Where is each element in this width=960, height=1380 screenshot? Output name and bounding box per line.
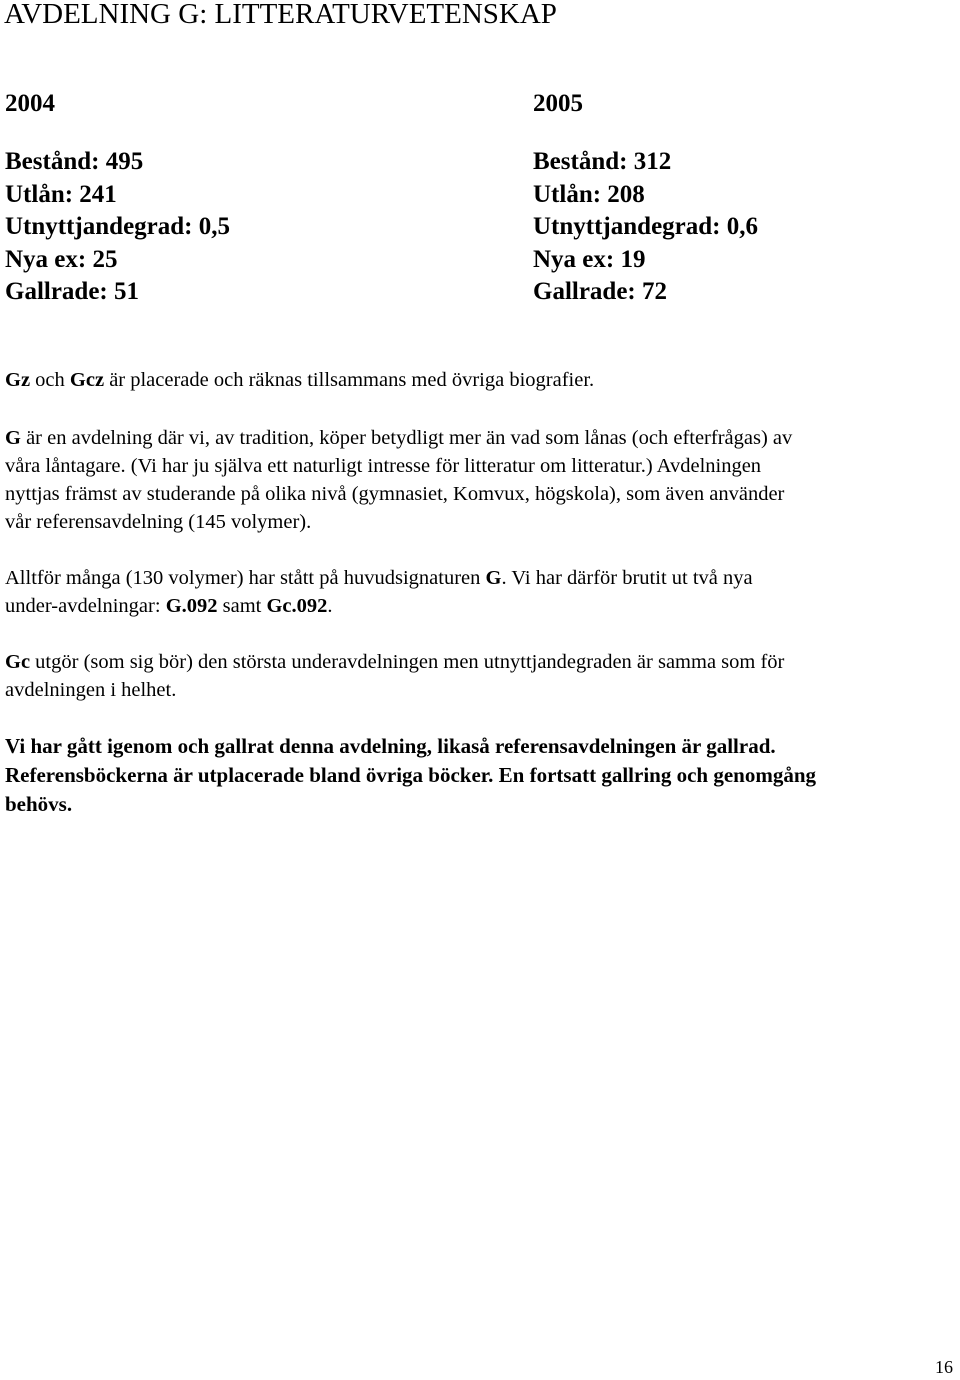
paragraph-gallring: Vi har gått igenom och gallrat denna avdelning, likaså referensavdelningen är gallrad. Referensböckerna är utplacerade bland övriga böcker. En fortsatt gallring och genomgång behövs. (5, 734, 817, 816)
paragraph-gc: Gc utgör (som sig bör) den största underavdelningen men utnyttjandegraden är samma som för avdelningen i helhet. (5, 651, 785, 701)
stat-bestand: Bestånd: 495 (5, 148, 144, 175)
stat-nya-ex: Nya ex: 19 (533, 245, 646, 273)
stat-utlan: Utlån: 208 (533, 180, 645, 208)
stat-utnyttjandegrad: Utnyttjandegrad: 0,6 (533, 213, 758, 240)
stats-column-2005 (533, 88, 758, 309)
paragraph-avdelning-g: G är en avdelning där vi, av tradition, köper betydligt mer än vad som lånas (och efterfrågas) av våra låntagare. (Vi har ju själva ett naturligt intresse för litteratur om litteratur.) Avdelningen nyttjas främst av studerande på olika nivå (gymnasiet, Komvux, högskola), som även använder vår referensavdelning (145 volymer). (5, 427, 793, 533)
signature-gcz: Gcz (69, 369, 105, 391)
paragraph-underavdelningar: Alltför många (130 volymer) har stått på huvudsignaturen G. Vi har därför brutit ut två nya under-avdelningar: G.092 samt Gc.092. (5, 567, 753, 617)
year-heading: 2005 (533, 90, 583, 117)
stat-gallrade: Gallrade: 51 (5, 278, 140, 305)
signature-g: G (5, 427, 21, 449)
page-title: AVDELNING G: LITTERATURVETENSKAP (4, 0, 557, 30)
stat-utnyttjandegrad: Utnyttjandegrad: 0,5 (5, 213, 230, 240)
stat-utlan: Utlån: 241 (5, 180, 117, 208)
page-number: 16 (935, 1357, 953, 1377)
stat-gallrade: Gallrade: 72 (533, 278, 668, 305)
stats-column-2004 (5, 88, 230, 309)
stat-bestand: Bestånd: 312 (533, 148, 672, 175)
year-heading: 2004 (5, 90, 55, 117)
signature-g092: G.092 (165, 595, 218, 617)
signature-g: G (485, 567, 502, 589)
signature-gc: Gc (5, 651, 31, 673)
stat-nya-ex: Nya ex: 25 (5, 245, 118, 273)
paragraph-biografier: Gz och Gcz är placerade och räknas tillsammans med övriga biografier. (5, 369, 595, 391)
signature-gz: Gz (5, 369, 31, 391)
signature-gc092: Gc.092 (266, 595, 328, 617)
